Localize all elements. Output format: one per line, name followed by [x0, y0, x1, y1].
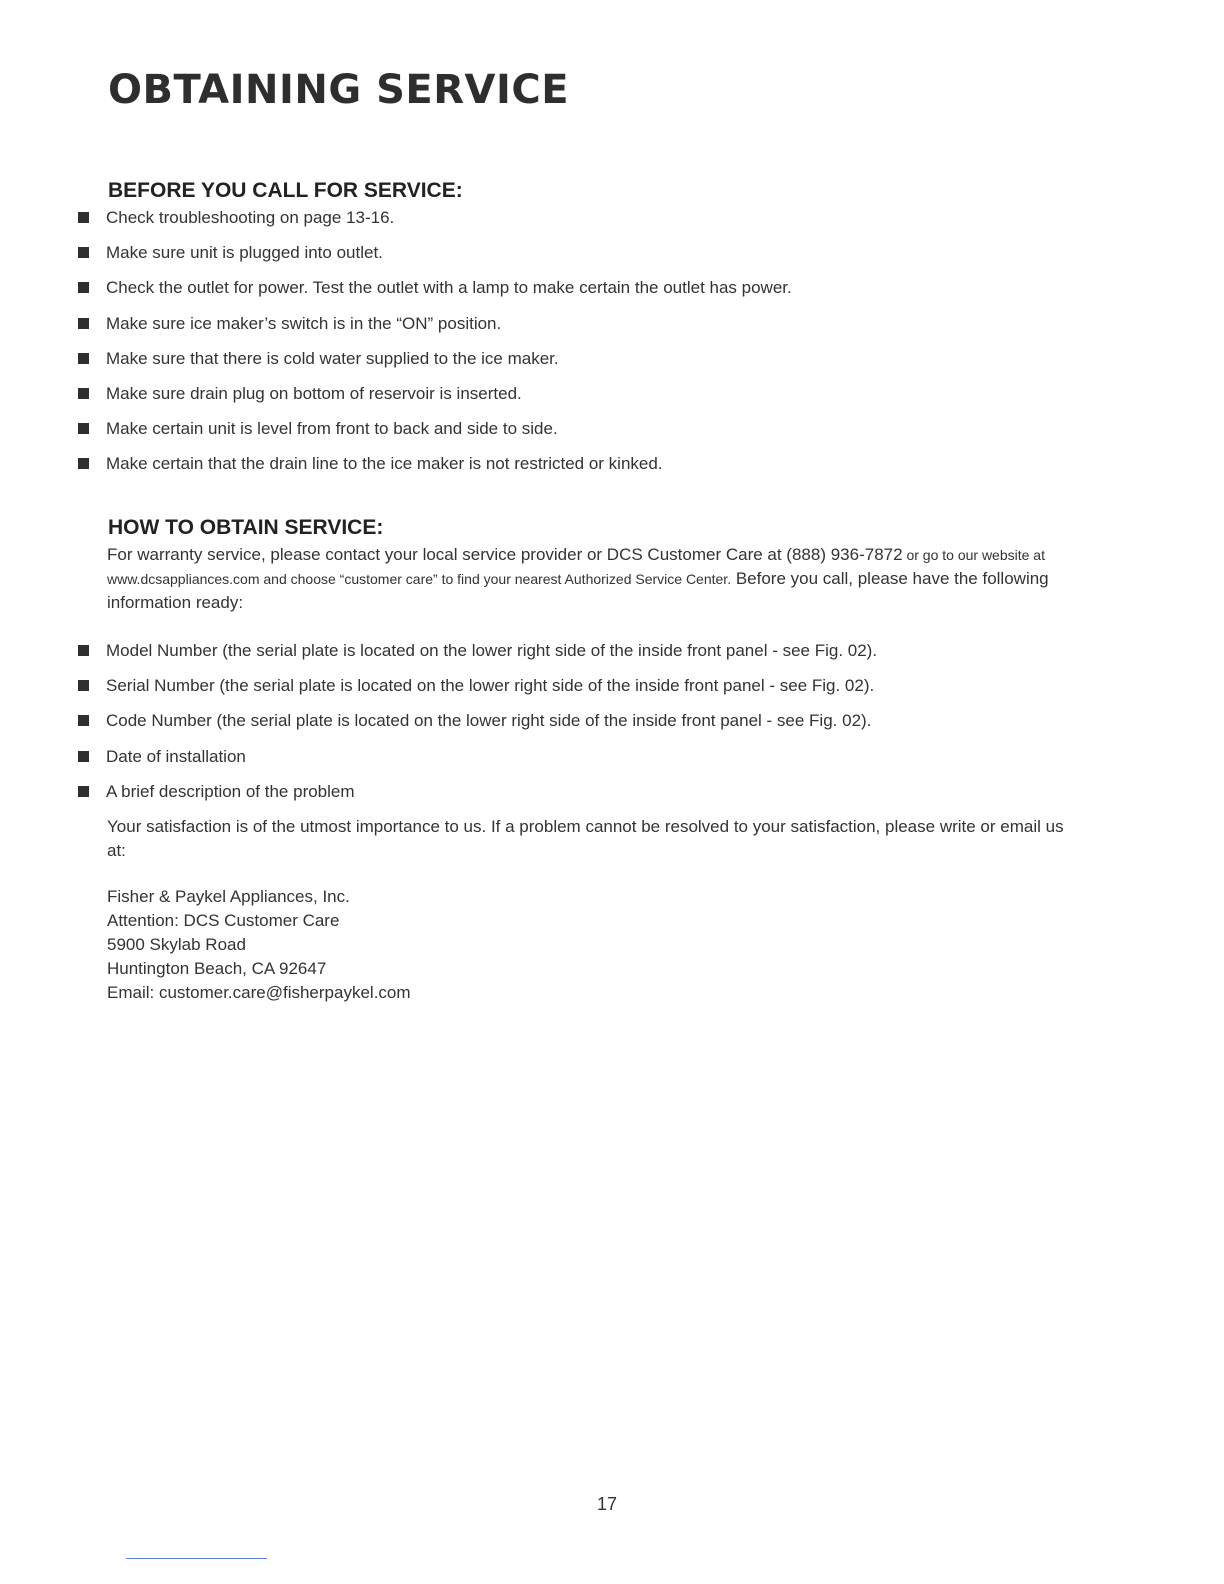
address-attention: Attention: DCS Customer Care	[107, 911, 340, 930]
before-call-heading: BEFORE YOU CALL FOR SERVICE:	[108, 179, 463, 202]
square-bullet-icon	[78, 353, 89, 364]
how-to-heading: HOW TO OBTAIN SERVICE:	[108, 516, 384, 539]
square-bullet-icon	[78, 388, 89, 399]
square-bullet-icon	[78, 680, 89, 691]
square-bullet-icon	[78, 786, 89, 797]
mailing-address	[107, 885, 411, 1005]
page-number: 17	[596, 1494, 618, 1514]
service-intro: For warranty service, please contact your local service provider or DCS Customer Care at (888) 936-7872 or go to our website at www.dcsappliances.com and choose “customer care” to find your nearest Authorized Service Center. Before you call, please have the following information ready:	[107, 545, 1049, 612]
address-email: Email: customer.care@fisherpaykel.com	[107, 983, 411, 1002]
square-bullet-icon	[78, 318, 89, 329]
square-bullet-icon	[78, 715, 89, 726]
address-city: Huntington Beach, CA 92647	[107, 959, 327, 978]
footer-rule	[126, 1558, 267, 1559]
satisfaction-paragraph: Your satisfaction is of the utmost importance to us. If a problem cannot be resolved to your satisfaction, please write or email us at:	[107, 817, 1064, 860]
square-bullet-icon	[78, 458, 89, 469]
square-bullet-icon	[78, 423, 89, 434]
address-street: 5900 Skylab Road	[107, 935, 246, 954]
square-bullet-icon	[78, 751, 89, 762]
square-bullet-icon	[78, 645, 89, 656]
page-title: OBTAINING SERVICE	[108, 67, 570, 113]
square-bullet-icon	[78, 212, 89, 223]
square-bullet-icon	[78, 282, 89, 293]
address-company: Fisher & Paykel Appliances, Inc.	[107, 887, 350, 906]
square-bullet-icon	[78, 247, 89, 258]
